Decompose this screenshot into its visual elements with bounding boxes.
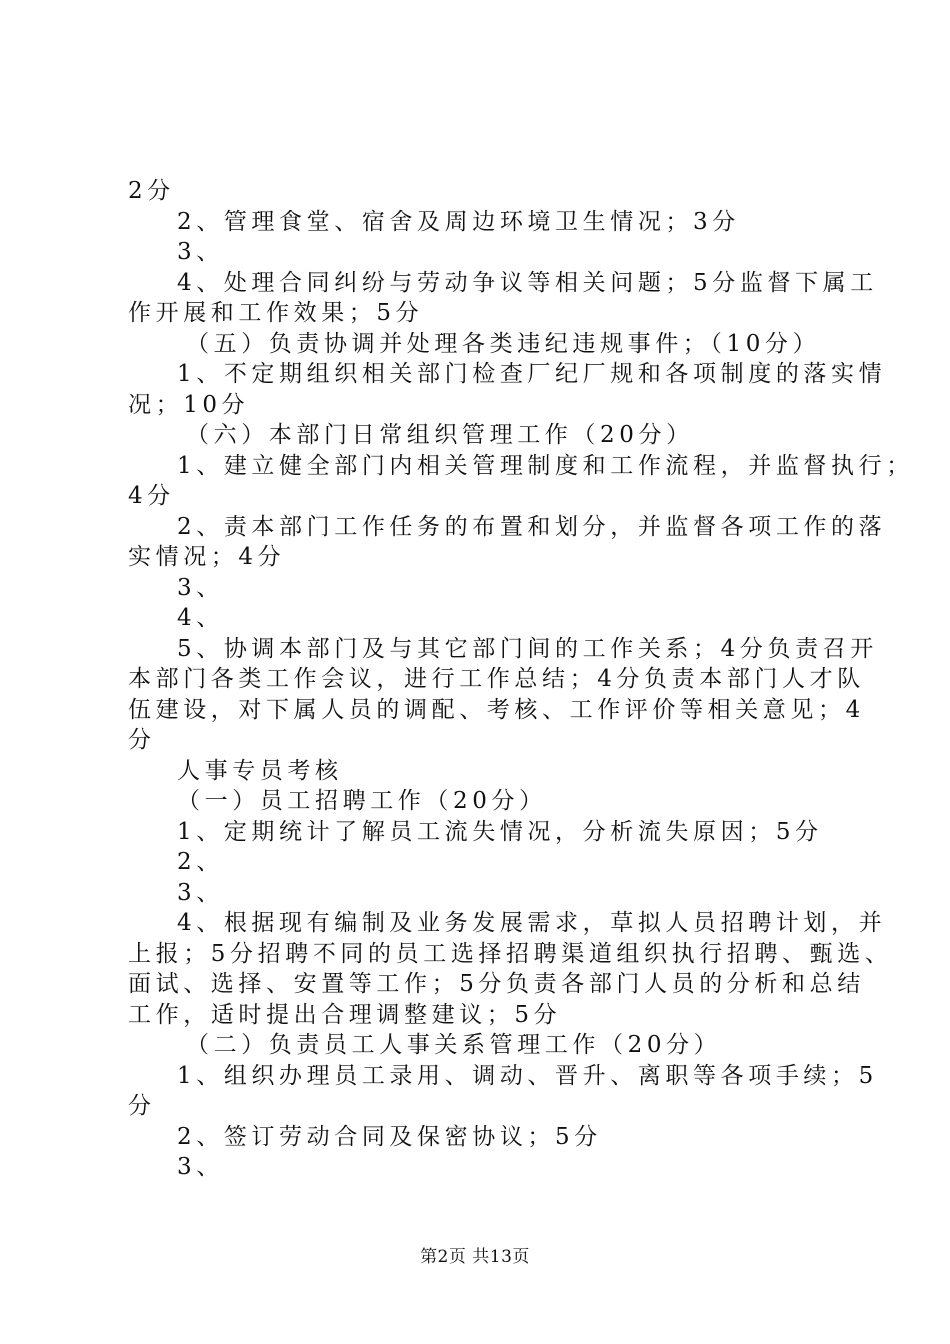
text-line: 面试、选择、安置等工作；5分负责各部门人员的分析和总结 xyxy=(128,971,865,997)
text-line: 况；10分 xyxy=(128,391,250,418)
page-number-footer: 第2页 共13页 xyxy=(420,1247,530,1267)
text-line: 2、 xyxy=(177,849,224,875)
text-line: 1、定期统计了解员工流失情况，分析流失原因；5分 xyxy=(177,818,823,845)
text-line: 5、协调本部门及与其它部门间的工作关系；4分负责召开 xyxy=(177,635,878,662)
text-line: 伍建设，对下属人员的调配、考核、工作评价等相关意见；4 xyxy=(128,696,865,723)
text-line: 3、 xyxy=(177,239,224,265)
text-line: 分 xyxy=(128,1093,156,1119)
section-heading: （一）员工招聘工作（20分） xyxy=(177,788,547,814)
text-line: 1、建立健全部门内相关管理制度和工作流程，并监督执行； xyxy=(177,452,914,479)
text-line: 3、 xyxy=(177,1154,224,1180)
text-line: 2、责本部门工作任务的布置和划分，并监督各项工作的落 xyxy=(177,513,887,540)
text-line: 上报；5分招聘不同的员工选择招聘渠道组织执行招聘、甄选、 xyxy=(128,940,893,967)
text-line: 3、 xyxy=(177,879,224,906)
text-line: 4、根据现有编制及业务发展需求，草拟人员招聘计划，并 xyxy=(177,910,887,936)
section-heading: （六）本部门日常组织管理工作（20分） xyxy=(186,422,694,448)
text-line: 4、 xyxy=(177,605,224,631)
text-line: 2分 xyxy=(128,178,175,204)
text-line: 1、组织办理员工录用、调动、晋升、离职等各项手续；5 xyxy=(177,1062,878,1089)
text-line: 分 xyxy=(128,727,156,753)
text-line: 4分 xyxy=(128,483,175,509)
text-line: 作开展和工作效果；5分 xyxy=(128,300,424,326)
section-title: 人事专员考核 xyxy=(177,757,343,784)
section-heading: （二）负责员工人事关系管理工作（20分） xyxy=(186,1032,722,1058)
text-line: 工作，适时提出合理调整建议；5分 xyxy=(128,1001,562,1028)
text-line: 2、管理食堂、宿舍及周边环境卫生情况；3分 xyxy=(177,208,740,235)
text-line: 2、签订劳动合同及保密协议；5分 xyxy=(177,1123,602,1150)
body-text xyxy=(128,176,914,1183)
text-line: 本部门各类工作会议，进行工作总结；4分负责本部门人才队 xyxy=(128,666,865,692)
text-line: 4、处理合同纠纷与劳动争议等相关问题；5分监督下属工 xyxy=(177,269,878,296)
section-heading: （五）负责协调并处理各类违纪违规事件；（10分） xyxy=(186,330,821,357)
text-line: 3、 xyxy=(177,574,224,601)
text-line: 实情况；4分 xyxy=(128,544,286,570)
text-line: 1、不定期组织相关部门检查厂纪厂规和各项制度的落实情 xyxy=(177,361,887,387)
